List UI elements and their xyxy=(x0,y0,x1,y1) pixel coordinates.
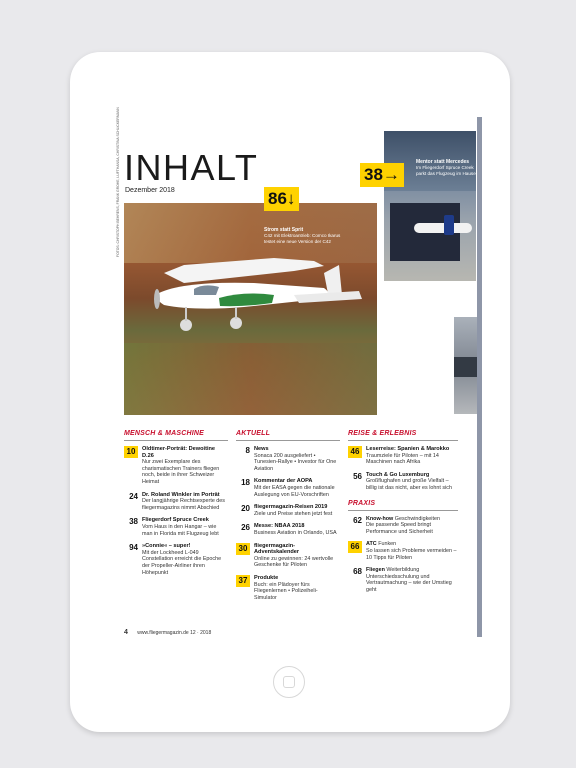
page-number-footer: 4 xyxy=(124,629,128,636)
entry-text: Business Aviation in Orlando, USA xyxy=(254,529,337,536)
home-square-icon xyxy=(283,676,295,688)
toc-entry[interactable] xyxy=(236,575,340,601)
entry-head: Leserreise: Spanien & Marokko xyxy=(366,446,450,452)
entry-head: fliegermagazin-Adventskalender xyxy=(254,542,300,556)
feature-86-text: C42 mit Elektroantrieb: Comco Ikarus testet eine neue Version der C42 xyxy=(264,233,341,244)
entry-text: Buch: ein Plädoyer fürs Fliegenlernen • Polizeiheli-Simulator xyxy=(254,581,318,601)
page-number: 20 xyxy=(241,504,250,514)
footer-text: www.fliegermagazin.de 12 · 2018 xyxy=(137,630,212,636)
feature-38-headline: Mentor statt Mercedes xyxy=(416,159,470,165)
toc-column-mensch-maschine xyxy=(124,430,228,582)
page-number: 46 xyxy=(348,446,362,458)
toc-entry[interactable] xyxy=(348,446,458,466)
page-number: 37 xyxy=(236,575,250,587)
page-edge xyxy=(477,117,482,637)
entry-text: Online zu gewinnen: 24 wertvolle Geschenke für Piloten xyxy=(254,555,334,569)
toc-entry[interactable] xyxy=(348,567,458,593)
page-number: 8 xyxy=(245,446,250,455)
page-number: 18 xyxy=(241,478,250,488)
entry-text: Vom Haus in den Hangar – wie man in Florida mit Flugzeug lebt xyxy=(142,523,219,537)
toc-entry[interactable] xyxy=(124,543,228,576)
page-number: 56 xyxy=(353,471,362,481)
page-number: 10 xyxy=(124,446,138,458)
entry-text: Ziele und Preise stehen jetzt fest xyxy=(254,510,333,517)
entry-text: Der langjährige Rechtsexperte des fliegermagazins nimmt Abschied xyxy=(142,498,226,511)
entry-subhead: Geschwindigkeiten xyxy=(394,515,440,522)
toc-entry[interactable] xyxy=(236,523,340,536)
entry-text: Nur zwei Exemplare des charismatischen Trainers fliegen noch, beide in ihrer Schweizer Heimat xyxy=(142,459,220,485)
entry-text: Traumziele für Piloten – mit 14 Maschinen nach Afrika xyxy=(366,452,439,466)
page-footer xyxy=(124,629,211,636)
page-ref-86[interactable]: 86↓ xyxy=(264,187,299,211)
page-number: 38 xyxy=(129,517,138,527)
entry-subhead: Weiterbildung xyxy=(386,567,420,574)
section-heading: MENSCH & MASCHINE xyxy=(124,430,228,441)
page-ref-38[interactable]: 38→ xyxy=(360,163,404,187)
entry-text: Die passende Speed bringt Performance und Sicherheit xyxy=(366,522,433,535)
page-title: INHALT xyxy=(124,147,259,188)
feature-photo-hangar[interactable] xyxy=(384,131,476,281)
entry-text: Sonaca 200 ausgeliefert • Tunesien-Rallye • Investor für One Aviation xyxy=(254,452,337,472)
entry-subhead: Funken xyxy=(378,541,397,548)
issue-date: Dezember 2018 xyxy=(125,187,175,194)
toc-entry[interactable] xyxy=(236,543,340,569)
toc-entry[interactable] xyxy=(124,492,228,512)
page-number: 24 xyxy=(129,491,138,501)
toc-entry[interactable] xyxy=(348,516,458,536)
entry-head: Messe: NBAA 2018 xyxy=(254,523,305,530)
entry-head: fliegermagazin-Reisen 2019 xyxy=(254,504,328,511)
section-heading: REISE & ERLEBNIS xyxy=(348,430,458,441)
home-button[interactable] xyxy=(273,666,305,698)
entry-text: Unterschiedsschulung und Vertrautmachung – wie der Umstieg geht xyxy=(366,573,452,593)
entry-text: Mit der EASA gegen die nationale Auslegung von EU-Vorschriften xyxy=(254,484,335,498)
entry-head: Fliegerdorf Spruce Creek xyxy=(142,517,209,524)
entry-head: Dr. Roland Winkler im Porträt xyxy=(142,491,220,498)
entry-head: Oldtimer-Porträt: Dewoitine D.26 xyxy=(142,446,216,459)
entry-head: Produkte xyxy=(254,574,279,581)
toc-entry[interactable] xyxy=(236,478,340,498)
page-number: 30 xyxy=(236,543,250,555)
page-number: 26 xyxy=(241,523,250,533)
entry-head: Know-how xyxy=(366,515,394,522)
feature-86-caption xyxy=(264,227,344,245)
toc-entry[interactable] xyxy=(348,541,458,561)
feature-86-headline: Strom statt Sprit xyxy=(264,227,304,233)
page-number: 62 xyxy=(353,515,362,525)
entry-head: ATC xyxy=(366,541,377,548)
toc-entry[interactable] xyxy=(348,472,458,492)
toc-entry[interactable] xyxy=(236,446,340,472)
toc-column-reise-erlebnis xyxy=(348,430,458,600)
entry-text: Mit der Lockheed L-049 Constellation erreicht die Epoche der Propeller-Airliner ihren Höhepunkt xyxy=(142,549,222,576)
entry-text: So lassen sich Probleme vermeiden – 10 Tipps für Piloten xyxy=(366,547,457,561)
entry-head: Fliegen xyxy=(366,567,385,574)
section-heading: AKTUELL xyxy=(236,430,340,441)
toc-entry[interactable] xyxy=(124,517,228,537)
feature-38-caption xyxy=(416,159,476,177)
photo-credit: FOTOS: CHRISTOPH BEHRENS, FRANK GROHE, LUFTHANSA, CHRISTINA SCHLICKERMANN xyxy=(116,107,120,257)
toc-entry[interactable] xyxy=(124,446,228,486)
toc-column-aktuell xyxy=(236,430,340,607)
entry-head: »Connie« – super! xyxy=(142,543,191,550)
toc-entry[interactable] xyxy=(236,504,340,517)
section-heading-praxis: PRAXIS xyxy=(348,500,458,511)
entry-text: Großflughafen und große Vielfalt – billig ist das nicht, aber es lohnt sich xyxy=(366,478,452,491)
entry-head: News xyxy=(254,446,269,452)
entry-head: Touch & Go Luxemburg xyxy=(366,471,430,478)
entry-head: Kommentar der AOPA xyxy=(254,478,313,485)
page-number: 66 xyxy=(348,541,362,553)
page-number: 94 xyxy=(129,543,138,553)
page-number: 68 xyxy=(353,567,362,577)
magazine-page xyxy=(96,107,482,637)
feature-38-text: Im Fliegerdorf Spruce Creek parkt das Flugzeug im Hause xyxy=(416,165,476,176)
